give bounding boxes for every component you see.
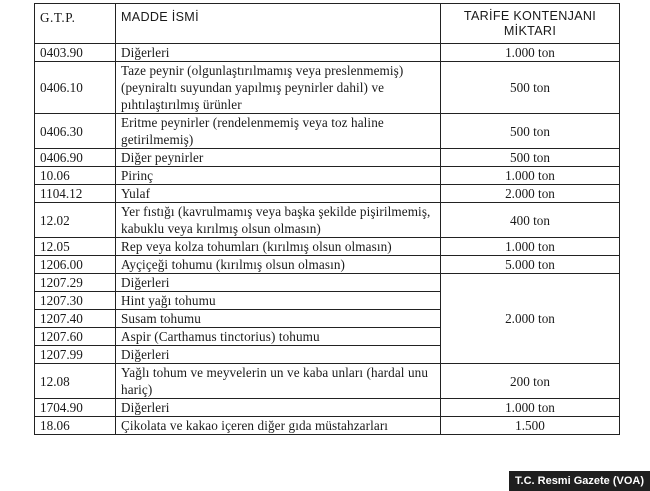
gtp-code: 0406.90	[35, 149, 116, 167]
quota-amount: 400 ton	[441, 203, 620, 238]
item-name: Yer fıstığı (kavrulmamış veya başka şekilde pişirilmemiş, kabuklu veya kırılmış olsun olmasın)	[116, 203, 441, 238]
table-row	[35, 149, 620, 167]
item-name: Diğer peynirler	[116, 149, 441, 167]
quota-amount: 5.000 ton	[441, 256, 620, 274]
gtp-code: 10.06	[35, 167, 116, 185]
table-row	[35, 44, 620, 62]
table-header-row	[35, 4, 620, 44]
quota-amount: 1.000 ton	[441, 44, 620, 62]
item-name: Rep veya kolza tohumları (kırılmış olsun olmasın)	[116, 238, 441, 256]
item-name: Pirinç	[116, 167, 441, 185]
table-row	[35, 203, 620, 238]
gtp-code: 1704.90	[35, 399, 116, 417]
table-row	[35, 417, 620, 435]
gtp-code: 1206.00	[35, 256, 116, 274]
gtp-code: 0406.30	[35, 114, 116, 149]
gtp-code: 1207.30	[35, 292, 116, 310]
gtp-code: 18.06	[35, 417, 116, 435]
gtp-code: 1207.40	[35, 310, 116, 328]
quota-amount: 500 ton	[441, 62, 620, 114]
item-name: Çikolata ve kakao içeren diğer gıda müstahzarları	[116, 417, 441, 435]
table-row	[35, 274, 620, 292]
item-name: Yağlı tohum ve meyvelerin un ve kaba unları (hardal unu hariç)	[116, 364, 441, 399]
item-name: Yulaf	[116, 185, 441, 203]
gtp-code: 12.05	[35, 238, 116, 256]
table-row	[35, 256, 620, 274]
table-row	[35, 185, 620, 203]
quota-amount: 2.000 ton	[441, 185, 620, 203]
gtp-code: 1207.29	[35, 274, 116, 292]
item-name: Hint yağı tohumu	[116, 292, 441, 310]
quota-amount: 1.000 ton	[441, 238, 620, 256]
source-credit-label: T.C. Resmi Gazete (VOA)	[509, 471, 650, 491]
gtp-code: 1104.12	[35, 185, 116, 203]
item-name: Susam tohumu	[116, 310, 441, 328]
table-row	[35, 62, 620, 114]
item-name: Diğerleri	[116, 274, 441, 292]
quota-amount: 500 ton	[441, 149, 620, 167]
quota-amount: 1.000 ton	[441, 399, 620, 417]
gtp-code: 0403.90	[35, 44, 116, 62]
tariff-quota-table	[34, 3, 620, 435]
gtp-code: 12.02	[35, 203, 116, 238]
quota-amount: 1.000 ton	[441, 167, 620, 185]
header-item-name: MADDE İSMİ	[116, 4, 441, 44]
header-quota-line1: TARİFE KONTENJANI	[463, 8, 597, 23]
gtp-code: 0406.10	[35, 62, 116, 114]
item-name: Ayçiçeği tohumu (kırılmış olsun olmasın)	[116, 256, 441, 274]
table-row	[35, 238, 620, 256]
item-name: Diğerleri	[116, 346, 441, 364]
quota-amount: 1.500	[441, 417, 620, 435]
item-name: Diğerleri	[116, 44, 441, 62]
gtp-code: 1207.99	[35, 346, 116, 364]
quota-amount: 200 ton	[441, 364, 620, 399]
table-row	[35, 114, 620, 149]
table-row	[35, 364, 620, 399]
table-row	[35, 399, 620, 417]
item-name: Diğerleri	[116, 399, 441, 417]
quota-amount: 500 ton	[441, 114, 620, 149]
header-quota-line2: MİKTARI	[503, 23, 557, 38]
gtp-code: 1207.60	[35, 328, 116, 346]
group-1207-quota-amount: 2.000 ton	[441, 274, 620, 364]
item-name: Eritme peynirler (rendelenmemiş veya toz haline getirilmemiş)	[116, 114, 441, 149]
item-name: Taze peynir (olgunlaştırılmamış veya preslenmemiş) (peyniraltı suyundan yapılmış peynirler dahil) ve pıhtılaştırılmış ürünler	[116, 62, 441, 114]
gtp-code: 12.08	[35, 364, 116, 399]
header-gtp: G.T.P.	[35, 4, 116, 44]
item-name: Aspir (Carthamus tinctorius) tohumu	[116, 328, 441, 346]
table-row	[35, 167, 620, 185]
header-tariff-quota	[441, 4, 620, 44]
